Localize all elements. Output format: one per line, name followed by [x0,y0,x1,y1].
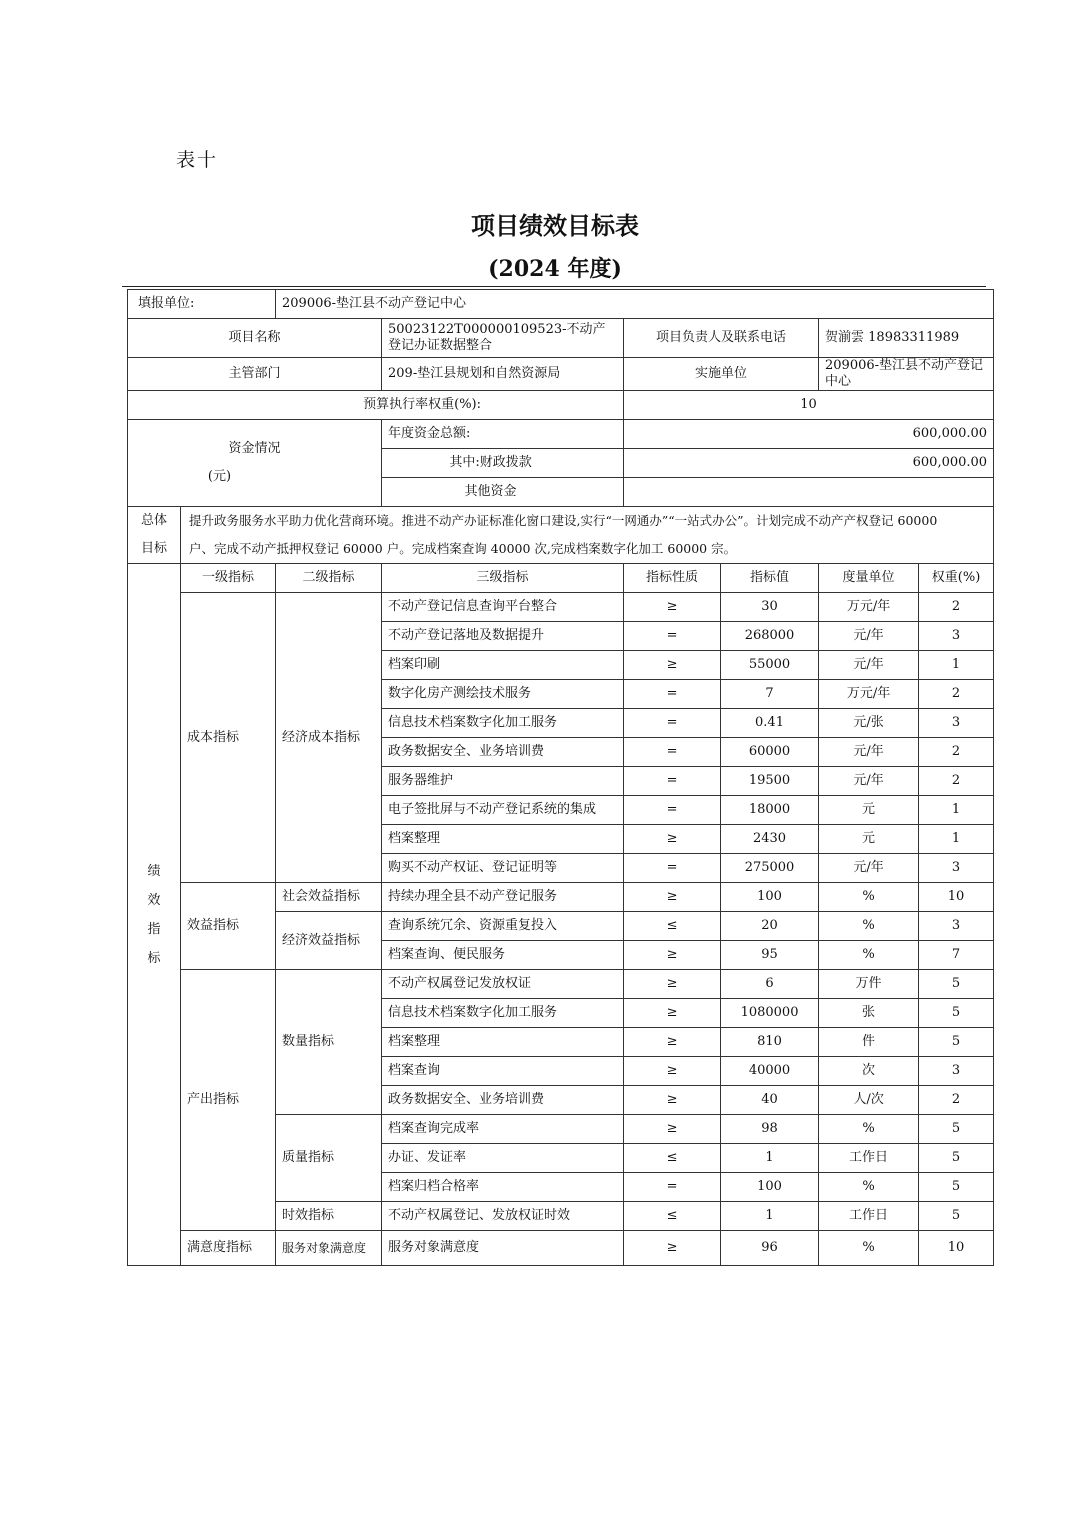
indicator-nature: ≥ [624,1115,721,1144]
indicator-row [128,593,994,622]
indicator-nature: ≥ [624,1028,721,1057]
indicator-unit: 元/年 [819,854,919,883]
indicator-value: 7 [721,680,819,709]
level2-indicator: 经济成本指标 [276,593,382,883]
indicator-nature: = [624,622,721,651]
indicator-unit: 万元/年 [819,593,919,622]
header-weight: 权重(%) [919,564,994,593]
indicator-value: 40000 [721,1057,819,1086]
indicator-unit: 元/年 [819,622,919,651]
level3-indicator: 政务数据安全、业务培训费 [382,1086,624,1115]
level3-indicator: 电子签批屏与不动产登记系统的集成 [382,796,624,825]
indicator-row [128,883,994,912]
level1-indicator: 满意度指标 [181,1231,276,1266]
level2-indicator: 社会效益指标 [276,883,382,912]
budget-weight-value: 10 [624,391,994,420]
dept-row [128,358,994,391]
header-nature: 指标性质 [624,564,721,593]
level2-indicator: 数量指标 [276,970,382,1115]
indicator-unit: 元/年 [819,767,919,796]
goal-line: 提升政务服务水平助力优化营商环境。推进不动产办证标准化窗口建设,实行“一网通办”“一站式办公”。计划完成不动产产权登记 60000 [189,513,938,528]
indicator-value: 6 [721,970,819,999]
page-subtitle: (2024 年度) [488,256,622,282]
indicator-value: 20 [721,912,819,941]
indicator-nature: = [624,796,721,825]
indicator-unit: 万元/年 [819,680,919,709]
indicator-nature: ≥ [624,1086,721,1115]
indicator-value: 100 [721,1173,819,1202]
indicator-weight: 3 [919,1057,994,1086]
indicator-weight: 5 [919,1028,994,1057]
indicator-unit: 次 [819,1057,919,1086]
level3-indicator: 办证、发证率 [382,1144,624,1173]
indicator-weight: 5 [919,970,994,999]
table-number: 表十 [176,149,219,171]
indicator-nature: = [624,709,721,738]
page-title: 项目绩效目标表 [471,212,639,240]
indicator-weight: 5 [919,1144,994,1173]
level3-indicator: 信息技术档案数字化加工服务 [382,999,624,1028]
level3-indicator: 档案查询 [382,1057,624,1086]
level3-indicator: 服务器维护 [382,767,624,796]
indicator-weight: 2 [919,738,994,767]
indicator-weight: 2 [919,593,994,622]
fill-unit-label: 填报单位: [128,290,276,319]
level1-indicator: 产出指标 [181,970,276,1231]
side-char: 指 [147,921,161,937]
level3-indicator: 不动产登记信息查询平台整合 [382,593,624,622]
level3-indicator: 档案印刷 [382,651,624,680]
indicator-unit: 元/年 [819,738,919,767]
fiscal-value: 600,000.00 [624,449,994,478]
indicator-value: 96 [721,1231,819,1266]
impl-value: 209006-垫江县不动产登记中心 [819,358,994,391]
indicator-unit: 件 [819,1028,919,1057]
indicator-unit: 元 [819,796,919,825]
indicator-value: 19500 [721,767,819,796]
level2-indicator: 质量指标 [276,1115,382,1202]
indicator-unit: 人/次 [819,1086,919,1115]
goal-row [128,507,994,564]
header-level1: 一级指标 [181,564,276,593]
indicator-weight: 3 [919,912,994,941]
header-unit: 度量单位 [819,564,919,593]
indicator-nature: ≥ [624,883,721,912]
goal-label [128,507,181,564]
dept-value: 209-垫江县规划和自然资源局 [382,358,624,391]
indicator-value: 55000 [721,651,819,680]
level3-indicator: 不动产登记落地及数据提升 [382,622,624,651]
indicator-unit: % [819,941,919,970]
level3-indicator: 查询系统冗余、资源重复投入 [382,912,624,941]
indicator-value: 810 [721,1028,819,1057]
indicator-nature: ≤ [624,912,721,941]
indicator-value: 98 [721,1115,819,1144]
indicator-value: 1080000 [721,999,819,1028]
indicator-weight: 3 [919,622,994,651]
indicator-nature: ≥ [624,999,721,1028]
indicator-unit: 万件 [819,970,919,999]
indicator-nature: = [624,767,721,796]
indicator-value: 95 [721,941,819,970]
indicator-row [128,1231,994,1266]
indicator-row [128,970,994,999]
project-name-row [128,319,994,358]
funds-label-cell [128,420,382,507]
indicator-unit: 元/张 [819,709,919,738]
indicator-nature: ≥ [624,1057,721,1086]
level3-indicator: 持续办理全县不动产登记服务 [382,883,624,912]
indicator-unit: 元 [819,825,919,854]
indicator-nature: = [624,738,721,767]
indicator-unit: 张 [819,999,919,1028]
goal-label-line: 总体 [140,513,167,528]
indicator-nature: ≥ [624,651,721,680]
indicator-value: 275000 [721,854,819,883]
indicator-weight: 5 [919,999,994,1028]
header-value: 指标值 [721,564,819,593]
level3-indicator: 不动产权属登记发放权证 [382,970,624,999]
indicator-nature: ≥ [624,1231,721,1266]
indicator-unit: % [819,1231,919,1266]
indicator-nature: = [624,854,721,883]
indicator-unit: % [819,1173,919,1202]
side-char: 绩 [147,863,161,879]
indicator-nature: ≥ [624,941,721,970]
side-char: 标 [147,950,161,966]
level3-indicator: 档案查询、便民服务 [382,941,624,970]
level2-indicator: 服务对象满意度 [276,1231,382,1266]
level3-indicator: 档案查询完成率 [382,1115,624,1144]
indicator-weight: 5 [919,1173,994,1202]
budget-weight-row [128,391,994,420]
annual-total-label: 年度资金总额: [382,420,624,449]
level3-indicator: 政务数据安全、业务培训费 [382,738,624,767]
level2-indicator: 经济效益指标 [276,912,382,970]
level3-indicator: 购买不动产权证、登记证明等 [382,854,624,883]
level3-indicator: 档案整理 [382,825,624,854]
indicator-value: 18000 [721,796,819,825]
indicator-weight: 1 [919,825,994,854]
indicator-value: 60000 [721,738,819,767]
other-label: 其他资金 [382,478,624,507]
manager-value: 贺湔雲 18983311989 [819,319,994,358]
header-level3: 三级指标 [382,564,624,593]
top-rule [122,286,986,287]
indicator-nature: ≥ [624,970,721,999]
indicator-value: 100 [721,883,819,912]
fiscal-label: 其中:财政拨款 [382,449,624,478]
indicator-unit: 工作日 [819,1202,919,1231]
fill-unit-row [128,290,994,319]
indicator-value: 1 [721,1144,819,1173]
indicator-weight: 2 [919,680,994,709]
fill-unit-value: 209006-垫江县不动产登记中心 [276,290,994,319]
goal-line: 户、完成不动产抵押权登记 60000 户。完成档案查询 40000 次,完成档案数字化加工 60000 宗。 [189,541,737,556]
header-level2: 二级指标 [276,564,382,593]
annual-total-row [128,420,994,449]
indicator-header-row [128,564,994,593]
indicator-weight: 3 [919,854,994,883]
goal-text [181,507,994,564]
indicator-unit: % [819,883,919,912]
indicator-weight: 2 [919,1086,994,1115]
indicator-nature: = [624,680,721,709]
indicator-nature: ≤ [624,1144,721,1173]
indicator-value: 30 [721,593,819,622]
indicator-weight: 7 [919,941,994,970]
indicator-nature: = [624,1173,721,1202]
performance-side-label [128,564,181,1266]
indicator-weight: 3 [919,709,994,738]
level2-indicator: 时效指标 [276,1202,382,1231]
indicator-weight: 1 [919,651,994,680]
indicator-nature: ≥ [624,825,721,854]
indicator-nature: ≤ [624,1202,721,1231]
indicator-weight: 2 [919,767,994,796]
goal-label-line: 目标 [140,541,167,556]
budget-weight-label: 预算执行率权重(%): [128,391,624,420]
dept-label: 主管部门 [128,358,382,391]
indicator-unit: 工作日 [819,1144,919,1173]
level3-indicator: 不动产权属登记、发放权证时效 [382,1202,624,1231]
level1-indicator: 效益指标 [181,883,276,970]
indicator-weight: 5 [919,1202,994,1231]
level3-indicator: 档案归档合格率 [382,1173,624,1202]
indicator-unit: % [819,912,919,941]
level3-indicator: 数字化房产测绘技术服务 [382,680,624,709]
level1-indicator: 成本指标 [181,593,276,883]
other-value [624,478,994,507]
indicator-weight: 1 [919,796,994,825]
level3-indicator: 信息技术档案数字化加工服务 [382,709,624,738]
funds-label: 资金情况 [228,441,281,456]
impl-label: 实施单位 [624,358,819,391]
indicator-unit: % [819,1115,919,1144]
indicator-value: 1 [721,1202,819,1231]
indicator-value: 0.41 [721,709,819,738]
funds-unit: (元) [207,469,232,484]
indicator-weight: 10 [919,1231,994,1266]
indicator-weight: 5 [919,1115,994,1144]
performance-table [127,289,994,1266]
indicator-value: 2430 [721,825,819,854]
side-char: 效 [147,892,161,908]
manager-label: 项目负责人及联系电话 [624,319,819,358]
indicator-unit: 元/年 [819,651,919,680]
annual-total-value: 600,000.00 [624,420,994,449]
level3-indicator: 服务对象满意度 [382,1231,624,1266]
level3-indicator: 档案整理 [382,1028,624,1057]
indicator-nature: ≥ [624,593,721,622]
project-name-value: 50023122T000000109523-不动产登记办证数据整合 [382,319,624,358]
indicator-value: 268000 [721,622,819,651]
indicator-value: 40 [721,1086,819,1115]
project-name-label: 项目名称 [128,319,382,358]
indicator-weight: 10 [919,883,994,912]
